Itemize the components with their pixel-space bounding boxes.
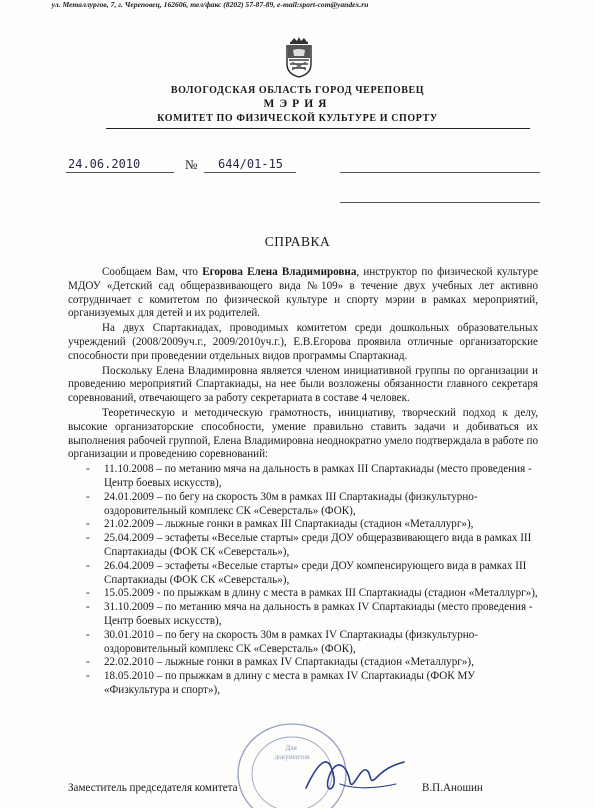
- stamp-text: Для документов: [274, 744, 310, 761]
- header-region: ВОЛОГОДСКАЯ ОБЛАСТЬ ГОРОД ЧЕРЕПОВЕЦ: [170, 85, 425, 96]
- registration-number-label: №: [185, 157, 198, 172]
- signer-title: Заместитель председателя комитета: [68, 782, 238, 794]
- document-body: [68, 266, 538, 698]
- list-item: - 18.05.2010 – по прыжкам в длину с места в рамках IV Спартакиады (ФОК МУ «Физкультура и спорт»),: [86, 670, 476, 696]
- handwritten-signature: [300, 748, 410, 798]
- paragraph-3: Поскольку Елена Владимировна является членом инициативной группы по организации и проведению мероприятий Спартакиады, на нее были возложены обязанности главного секретаря соревнований, отвечающего за работу секретариата в составе 4 человек.: [68, 364, 538, 405]
- signer-name: В.П.Аношин: [422, 782, 483, 794]
- list-item: - 30.01.2010 – по бегу на скорость 30м в рамках IV Спартакиады (физкультурно-оздоровительный комплекс СК «Северсталь» (ФОК),: [86, 628, 478, 655]
- list-item: - 22.02.2010 – лыжные гонки в рамках IV Спартакиады (стадион «Металлург»),: [86, 656, 474, 669]
- list-item: - 11.10.2008 – по метанию мяча на дальность в рамках III Спартакиады (место проведения - Центр боевых искусств),: [86, 463, 532, 489]
- header-divider: [106, 128, 530, 129]
- coat-of-arms-icon: [284, 36, 314, 78]
- paragraph-2: На двух Спартакиадах, проводимых комитетом среди дошкольных образовательных учреждений (2008/2009уч.г., 2009/2010уч.г.), Е.В.Егорова проявила отличные организаторские способности при проведении отдельных видов программы Спартакиад.: [68, 322, 538, 362]
- paragraph-4: Теоретическую и методическую грамотность, инициативу, творческий подход к делу, высокие организаторские способности, умение правильно ставить задачи и добиваться их выполнения рабочей группой, Елена Владимировна неоднократно умело подтверждала в работе по организации и проведению соревнований:: [68, 406, 538, 461]
- header-address: ул. Металлургов, 7, г. Череповец, 162606, тел/факс (8202) 57-87-89, e-mail:sport-com@yandex.ru: [51, 0, 369, 9]
- addressee-line-2: [340, 202, 540, 203]
- addressee-line-1: [340, 172, 540, 173]
- header-committee: КОМИТЕТ ПО ФИЗИЧЕСКОЙ КУЛЬТУРЕ И СПОРТУ: [157, 113, 438, 124]
- list-item: - 15.05.2009 - по прыжкам в длину с места в рамках III Спартакиады (стадион «Металлург»),: [86, 587, 538, 600]
- header-mayor-office: МЭРИЯ: [263, 98, 332, 110]
- list-item: - 26.04.2009 – эстафеты «Веселые старты» среди ДОУ компенсирующего вида в рамках III Спартакиады (ФОК СК «Северсталь»),: [86, 559, 527, 586]
- document-title: СПРАВКА: [264, 234, 331, 249]
- date-underline: [66, 172, 174, 173]
- registration-date: 24.06.2010: [68, 157, 141, 171]
- list-item: - 24.01.2009 – по бегу на скорость 30м в рамках III Спартакиады (физкультурно-оздоровительный комплекс СК «Северсталь» (ФОК),: [86, 490, 478, 517]
- events-list: [68, 463, 538, 698]
- number-underline: [204, 172, 296, 173]
- list-item: - 21.02.2009 – лыжные гонки в рамках III Спартакиады (стадион «Металлург»),: [86, 518, 474, 531]
- person-name: Егорова Елена Владимировна: [202, 266, 357, 278]
- registration-number: 644/01-15: [218, 157, 284, 171]
- list-item: - 31.10.2009 – по метанию мяча на дальность в рамках IV Спартакиады (место проведения - Центр боевых искусств),: [86, 601, 533, 627]
- paragraph-1: Сообщаем Вам, что Егорова Елена Владимировна, инструктор по физической культуре МДОУ «Детский сад общеразвивающего вида №109» в течение двух учебных лет активно сотрудничает с комитетом по физической культуре и спорту мэрии в рамках мероприятий, организуемых для детей и их родителей.: [68, 266, 538, 320]
- list-item: - 25.04.2009 – эстафеты «Веселые старты» среди ДОУ общеразвивающего вида в рамках III Спартакиады (ФОК СК «Северсталь»),: [86, 532, 532, 558]
